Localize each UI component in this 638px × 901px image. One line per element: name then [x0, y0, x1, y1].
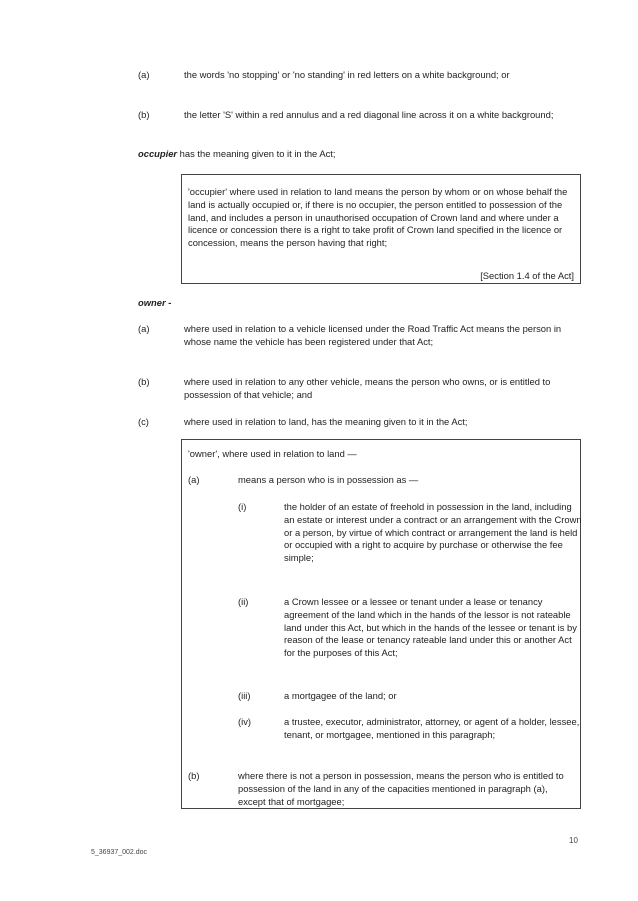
footer-filename: 5_36937_002.doc: [91, 849, 148, 856]
owner-label-b: (b): [138, 376, 150, 387]
sub-text-iii: a mortgagee of the land; or: [284, 690, 397, 701]
owner-box-para-a-label: (a): [188, 474, 200, 485]
occupier-term: occupier: [138, 148, 178, 159]
owner-box-para-a-text: means a person who is in possession as —: [238, 474, 419, 485]
owner-box-para-b-text: where there is not a person in possession, means the person who is entitled to possession of the land in any of the capacities mentioned in paragraph (a), except that of mortgagee;: [238, 770, 564, 807]
sub-label-iv: (iv): [238, 716, 252, 727]
occupier-citation: [Section 1.4 of the Act]: [480, 270, 574, 281]
sub-label-iii: (iii): [238, 690, 251, 701]
list-text-a: the words 'no stopping' or 'no standing' in red letters on a white background; or: [184, 69, 510, 80]
owner-term-suffix: -: [165, 297, 172, 308]
owner-label-a: (a): [138, 323, 150, 334]
sub-label-i: (i): [238, 501, 247, 512]
owner-text-a: where used in relation to a vehicle licensed under the Road Traffic Act means the person in whose name the vehicle has been registered under that Act;: [184, 323, 562, 347]
list-label-a: (a): [138, 69, 150, 80]
occupier-definition: [138, 148, 598, 161]
owner-term: owner: [138, 297, 166, 308]
owner-box-intro: 'owner', where used in relation to land —: [188, 448, 357, 459]
owner-box: [181, 439, 581, 809]
occupier-box: [181, 174, 581, 284]
list-text-b: the letter 'S' within a red annulus and a red diagonal line across it on a white background;: [184, 109, 554, 120]
sub-text-ii: a Crown lessee or a lessee or tenant under a lease or tenancy agreement of the land which in the hands of the lessor is not rateable land under this Act, but which in the hands of the lessee or tenant is by reason of the lease or tenancy rateable land under this or another Act for the purposes of this Act;: [284, 596, 577, 659]
sub-text-iv: a trustee, executor, administrator, attorney, or agent of a holder, lessee, tenant, or mortgagee, mentioned in this paragraph;: [284, 716, 580, 740]
list-label-b: (b): [138, 109, 150, 120]
occupier-text: has the meaning given to it in the Act;: [177, 148, 336, 159]
owner-label-c: (c): [138, 416, 149, 427]
owner-text-b: where used in relation to any other vehicle, means the person who owns, or is entitled to possession of that vehicle; and: [184, 376, 551, 400]
sub-label-ii: (ii): [238, 596, 249, 607]
page-number: 10: [569, 836, 578, 845]
owner-text-c: where used in relation to land, has the meaning given to it in the Act;: [184, 416, 468, 427]
owner-box-para-b-label: (b): [188, 770, 200, 781]
sub-text-i: the holder of an estate of freehold in possession in the land, including an estate or interest under a contract or an arrangement with the Crown or a person, by virtue of which contract or arrangement the land is held or occupied with a right to acquire by purchase or otherwise the fee simple;: [284, 501, 582, 564]
occupier-box-text: 'occupier' where used in relation to land means the person by whom or on whose behalf the land is actually occupied or, if there is no occupier, the person entitled to possession of the land, and includes a person in unauthorised occupation of Crown land and where under a licence or concession there is a right to take profit of Crown land specified in the licence or concession, means the person having that right;: [188, 186, 568, 249]
owner-definition: [138, 297, 598, 310]
